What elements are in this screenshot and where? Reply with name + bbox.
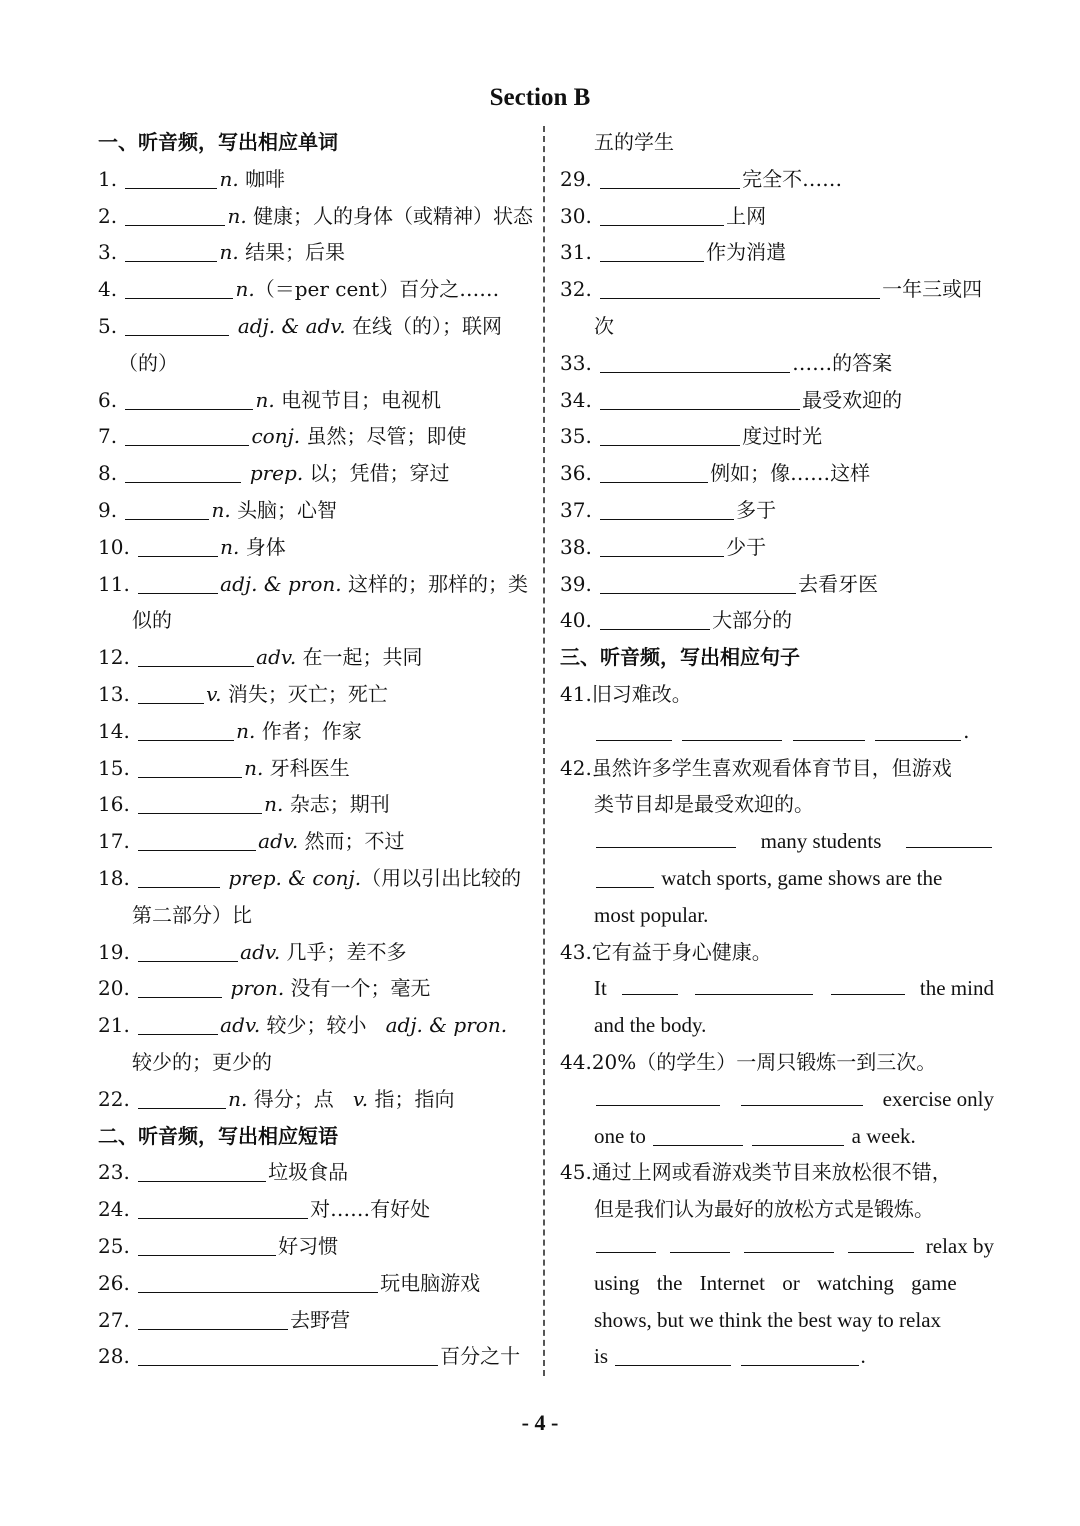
word-item-16: 16. n. 杂志；期刊	[98, 792, 390, 817]
phrase-item-38: 38. 少于	[560, 534, 767, 559]
answer-blank[interactable]	[848, 1232, 914, 1253]
answer-blank[interactable]	[596, 720, 672, 741]
page-number: - 4 -	[521, 1410, 559, 1435]
word-item-22: 22. n. 得分；点 v. 指；指向	[98, 1086, 455, 1111]
sentence-45-answer-line1: relax by	[560, 1228, 994, 1265]
word-item-21-cont: 较少的；更少的	[132, 1049, 272, 1074]
sentence-45-answer-line3: shows, but we think the best way to relax	[594, 1307, 942, 1332]
answer-blank[interactable]	[138, 941, 238, 962]
answer-blank[interactable]	[682, 720, 782, 741]
answer-blank[interactable]	[138, 757, 242, 778]
word-item-17: 17. adv. 然而；不过	[98, 829, 405, 854]
answer-blank[interactable]	[615, 1345, 731, 1366]
answer-blank[interactable]	[741, 1085, 863, 1106]
sentence-44-answer-line2: one to a week.	[594, 1123, 916, 1148]
phrase-item-23: 23. 垃圾食品	[98, 1160, 349, 1185]
phrase-item-28-cont: 五的学生	[594, 130, 674, 154]
phrase-item-37: 37. 多于	[560, 497, 777, 522]
phrase-item-39: 39. 去看牙医	[560, 571, 879, 596]
answer-blank[interactable]	[600, 389, 800, 410]
sentence-45-prompt: 45.通过上网或看游戏类节目来放松很不错，	[560, 1160, 952, 1185]
phrase-item-30: 30. 上网	[560, 203, 767, 228]
answer-blank[interactable]	[125, 241, 217, 262]
answer-blank[interactable]	[138, 830, 256, 851]
word-item-7: 7. conj. 虽然；尽管；即使	[98, 424, 467, 449]
phrase-item-28: 28. 百分之十	[98, 1344, 521, 1369]
answer-blank[interactable]	[596, 867, 654, 888]
left-column	[98, 124, 534, 1375]
sentence-43-answer-line2: and the body.	[594, 1013, 707, 1038]
word-item-2: 2. n. 健康；人的身体（或精神）状态	[98, 203, 534, 228]
word-item-15: 15. n. 牙科医生	[98, 755, 350, 780]
phrase-item-25: 25. 好习惯	[98, 1233, 339, 1258]
phrase-item-34: 34. 最受欢迎的	[560, 387, 903, 412]
phrase-item-31: 31. 作为消遣	[560, 240, 787, 265]
word-item-20: 20. pron. 没有一个；毫无	[98, 976, 431, 1001]
word-item-4: 4. n.（＝per cent）百分之……	[98, 277, 500, 302]
answer-blank[interactable]	[653, 1125, 743, 1146]
answer-blank[interactable]	[831, 974, 905, 995]
word-item-11-cont: 似的	[132, 608, 172, 633]
answer-blank[interactable]	[138, 1235, 276, 1256]
phrase-item-32-cont: 次	[594, 313, 614, 338]
sentence-45-answer-line4: is .	[594, 1344, 866, 1369]
word-item-12: 12. adv. 在一起；共同	[98, 645, 423, 670]
phrase-item-26: 26. 玩电脑游戏	[98, 1270, 481, 1295]
word-item-6: 6. n. 电视节目；电视机	[98, 387, 442, 412]
answer-blank[interactable]	[138, 1014, 218, 1035]
answer-blank[interactable]	[138, 683, 204, 704]
answer-blank[interactable]	[138, 1088, 226, 1109]
word-item-10: 10. n. 身体	[98, 534, 286, 559]
answer-blank[interactable]	[138, 1272, 378, 1293]
answer-blank[interactable]	[600, 205, 724, 226]
sentence-43-answer-line1: It the mind	[594, 976, 994, 1001]
answer-blank[interactable]	[752, 1125, 844, 1146]
answer-blank[interactable]	[138, 1345, 438, 1366]
answer-blank[interactable]	[600, 609, 710, 630]
answer-blank[interactable]	[670, 1232, 730, 1253]
section-title: Section B	[489, 84, 591, 111]
answer-blank[interactable]	[600, 278, 880, 299]
answer-blank[interactable]	[600, 352, 790, 373]
answer-blank[interactable]	[138, 977, 222, 998]
sentence-42-answer-line3: most popular.	[594, 902, 709, 927]
phrase-item-32: 32. 一年三或四	[560, 277, 983, 302]
right-column	[560, 124, 994, 1375]
phrase-item-33: 33. ……的答案	[560, 350, 893, 375]
section-heading-sentences: 三、听音频，写出相应句子	[560, 645, 800, 670]
phrase-item-27: 27. 去野营	[98, 1307, 351, 1332]
answer-blank[interactable]	[138, 536, 218, 557]
phrase-item-36: 36. 例如；像……这样	[560, 461, 871, 486]
answer-blank[interactable]	[138, 1161, 266, 1182]
sentence-42-answer-line2: watch sports, game shows are the	[560, 860, 994, 897]
answer-blank[interactable]	[125, 278, 233, 299]
answer-blank[interactable]	[622, 974, 678, 995]
answer-blank[interactable]	[138, 867, 220, 888]
answer-blank[interactable]	[744, 1232, 834, 1253]
sentence-41-answer: .	[560, 713, 994, 750]
word-item-5: 5. adj. & adv. 在线（的）；联网	[98, 313, 502, 338]
word-item-19: 19. adv. 几乎；差不多	[98, 939, 407, 964]
answer-blank[interactable]	[125, 462, 241, 483]
word-item-21: 21. adv. 较少；较小 adj. & pron.	[98, 1013, 508, 1038]
answer-blank[interactable]	[600, 536, 724, 557]
sentence-45-prompt-cont: 但是我们认为最好的放松方式是锻炼。	[594, 1197, 934, 1222]
word-item-11: 11. adj. & pron. 这样的；那样的；类	[98, 571, 528, 596]
sentence-43-prompt: 43.它有益于身心健康。	[560, 939, 772, 964]
answer-blank[interactable]	[600, 499, 734, 520]
answer-blank[interactable]	[138, 720, 234, 741]
section-heading-words: 一、听音频，写出相应单词	[98, 130, 338, 154]
word-item-5-cont: （的）	[118, 350, 178, 375]
answer-blank[interactable]	[125, 389, 253, 410]
answer-blank[interactable]	[600, 168, 740, 189]
phrase-item-35: 35. 度过时光	[560, 424, 823, 449]
answer-blank[interactable]	[875, 720, 961, 741]
word-item-14: 14. n. 作者；作家	[98, 718, 362, 743]
section-heading-phrases: 二、听音频，写出相应短语	[98, 1123, 338, 1148]
word-item-3: 3. n. 结果；后果	[98, 240, 346, 265]
phrase-item-29: 29. 完全不……	[560, 166, 843, 191]
answer-blank[interactable]	[600, 573, 796, 594]
word-item-18: 18. prep. & conj.（用以引出比较的	[98, 865, 522, 890]
answer-blank[interactable]	[125, 425, 249, 446]
word-item-9: 9. n. 头脑；心智	[98, 497, 338, 522]
answer-blank[interactable]	[138, 573, 218, 594]
sentence-42-answer-line1: many students	[560, 823, 994, 860]
answer-blank[interactable]	[596, 1232, 656, 1253]
word-item-18-cont: 第二部分）比	[132, 902, 252, 927]
answer-blank[interactable]	[906, 827, 992, 848]
word-item-13: 13. v. 消失；灭亡；死亡	[98, 681, 388, 706]
phrase-item-24: 24. 对……有好处	[98, 1197, 431, 1222]
answer-blank[interactable]	[600, 462, 708, 483]
answer-blank[interactable]	[138, 1198, 308, 1219]
answer-blank[interactable]	[138, 793, 262, 814]
answer-blank[interactable]	[596, 1085, 720, 1106]
answer-blank[interactable]	[793, 720, 865, 741]
answer-blank[interactable]	[125, 168, 217, 189]
sentence-44-answer-line1: exercise only	[560, 1081, 994, 1118]
answer-blank[interactable]	[138, 646, 254, 667]
answer-blank[interactable]	[596, 827, 736, 848]
phrase-item-40: 40. 大部分的	[560, 608, 793, 633]
answer-blank[interactable]	[138, 1309, 288, 1330]
sentence-42-prompt: 42.虽然许多学生喜欢观看体育节目，但游戏	[560, 755, 952, 780]
answer-blank[interactable]	[600, 241, 704, 262]
answer-blank[interactable]	[695, 974, 813, 995]
answer-blank[interactable]	[741, 1345, 859, 1366]
sentence-41-prompt: 41.旧习难改。	[560, 681, 692, 706]
word-item-1: 1. n. 咖啡	[98, 166, 286, 191]
sentence-42-prompt-cont: 类节目却是最受欢迎的。	[594, 792, 814, 817]
answer-blank[interactable]	[125, 499, 209, 520]
answer-blank[interactable]	[125, 205, 225, 226]
sentence-44-prompt: 44.20%（的学生）一周只锻炼一到三次。	[560, 1049, 937, 1074]
sentence-45-answer-line2: using the Internet or watching game	[594, 1270, 957, 1295]
word-item-8: 8. prep. 以；凭借；穿过	[98, 461, 450, 486]
answer-blank[interactable]	[125, 315, 229, 336]
column-divider	[543, 126, 545, 1376]
answer-blank[interactable]	[600, 425, 740, 446]
